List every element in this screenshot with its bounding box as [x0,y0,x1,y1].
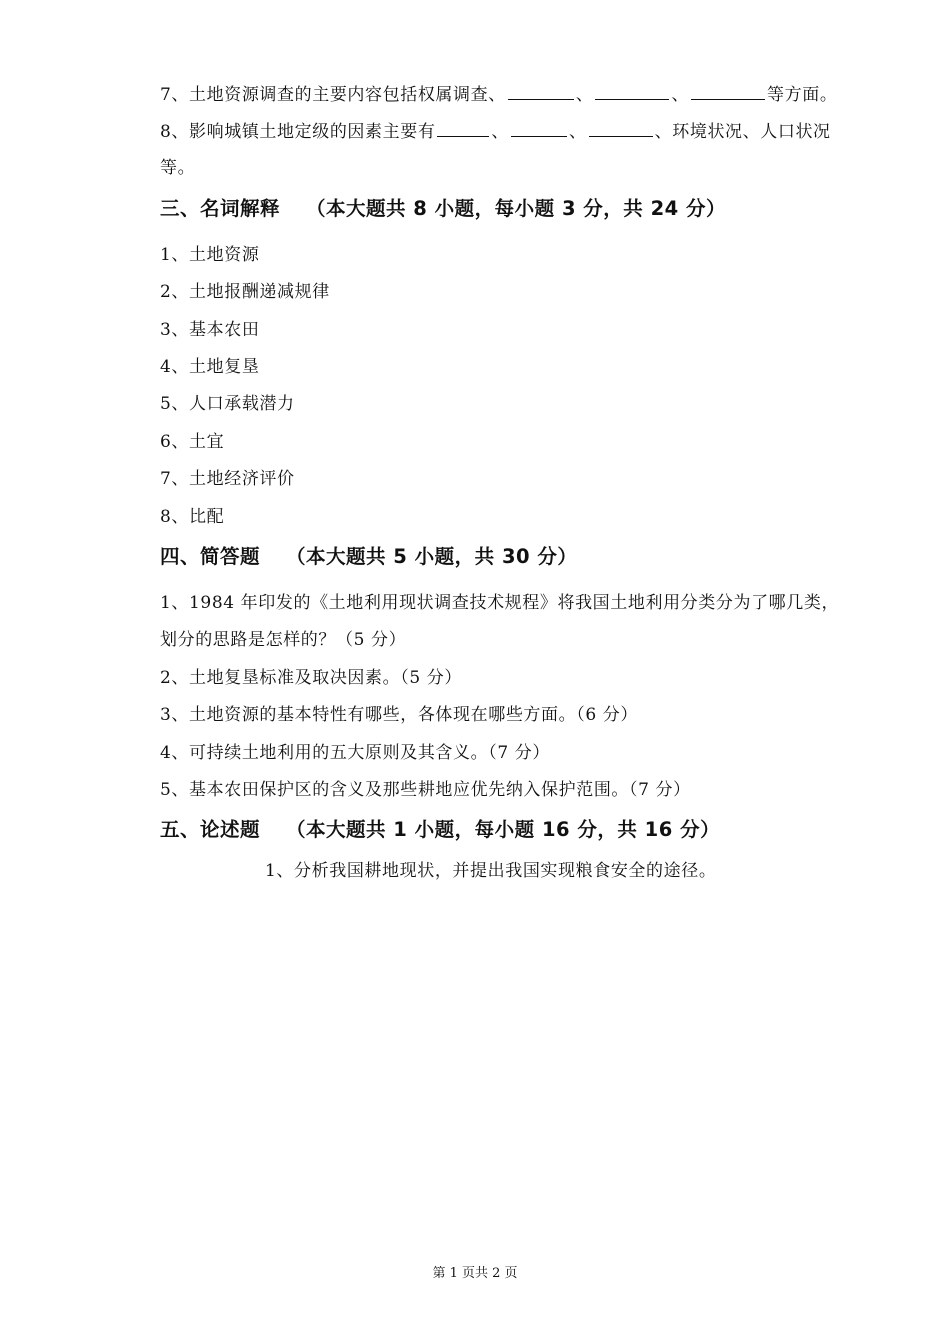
question-7-separator: 、 [575,85,594,105]
section-4-question-1-continuation: 划分的思路是怎样的？（5 分） [160,630,407,650]
page-number-footer: 第 1 页共 2 页 [432,1266,518,1281]
section-3-item: 1、土地资源 [160,245,260,265]
section-4-item: 2、土地复垦标准及取决因素。（5 分） [160,668,462,688]
section-5-title: 五、论述题 [160,818,261,841]
section-3-item: 2、土地报酬递减规律 [160,282,330,302]
question-8-separator: 、 [569,122,587,142]
section-3-item: 4、土地复垦 [160,357,260,377]
answer-blank[interactable] [595,81,669,100]
section-3-item: 3、基本农田 [160,320,260,340]
fill-blank-question-8 [160,118,831,144]
section-4-question-1: 1、1984 年印发的《土地利用现状调查技术规程》将我国土地利用分类分为了哪几类， [160,593,840,613]
section-4-item: 3、土地资源的基本特性有哪些，各体现在哪些方面。（6 分） [160,705,638,725]
answer-blank[interactable] [508,81,574,100]
answer-blank[interactable] [589,118,653,137]
section-4-heading [160,543,577,571]
section-5-item: 1、分析我国耕地现状，并提出我国实现粮食安全的途径。 [265,861,717,881]
answer-blank[interactable] [437,118,489,137]
section-3-heading [160,195,726,223]
question-8-prefix: 8、影响城镇土地定级的因素主要有 [160,122,436,142]
answer-blank[interactable] [691,81,765,100]
question-7-separator: 、 [671,85,690,105]
section-5-heading [160,816,720,844]
fill-blank-question-7 [160,81,837,107]
section-3-detail: （本大题共 8 小题，每小题 3 分，共 24 分） [306,197,727,220]
section-3-item: 6、土宜 [160,432,225,452]
section-3-item: 8、比配 [160,507,225,527]
section-3-item: 5、人口承载潜力 [160,394,295,414]
question-8-separator: 、 [491,122,510,142]
section-5-detail: （本大题共 1 小题，每小题 16 分，共 16 分） [286,818,721,841]
question-7-suffix: 等方面。 [767,85,838,105]
section-4-item: 4、可持续土地利用的五大原则及其含义。（7 分） [160,743,550,763]
section-3-title: 三、名词解释 [160,197,281,220]
section-4-detail: （本大题共 5 小题，共 30 分） [286,545,578,568]
answer-blank[interactable] [511,118,567,137]
section-4-title: 四、简答题 [160,545,261,568]
question-8-continuation: 等。 [160,158,196,178]
section-3-item: 7、土地经济评价 [160,469,295,489]
section-4-item: 5、基本农田保护区的含义及那些耕地应优先纳入保护范围。（7 分） [160,780,691,800]
question-7-prefix: 7、土地资源调查的主要内容包括权属调查、 [160,85,506,105]
question-8-suffix: 、环境状况、人口状况 [654,122,831,142]
